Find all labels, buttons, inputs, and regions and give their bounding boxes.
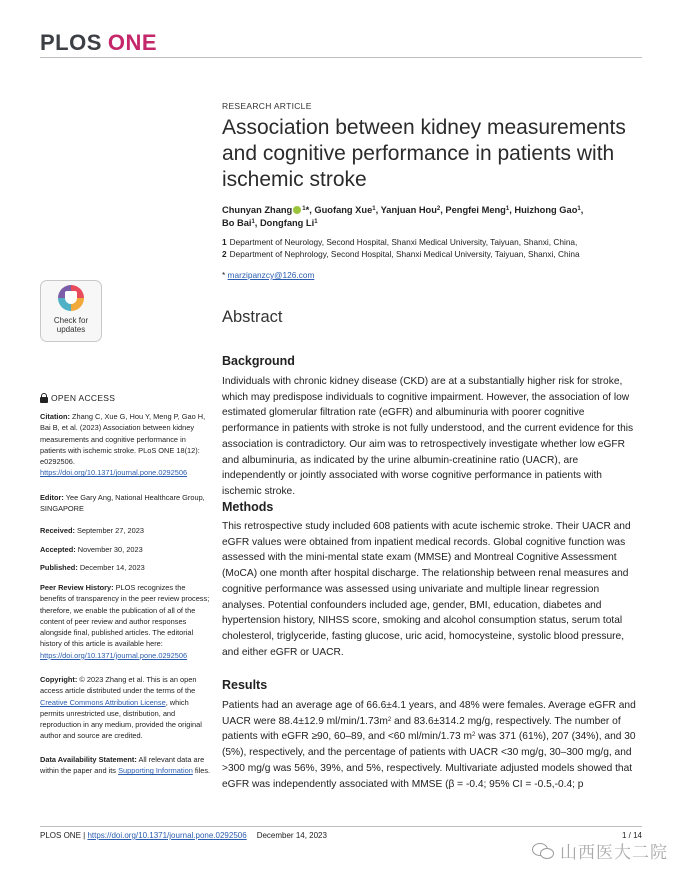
author-name[interactable]: Guofang Xue bbox=[314, 205, 373, 215]
footer-journal: PLOS ONE bbox=[40, 831, 81, 840]
page-footer: PLOS ONE | https://doi.org/10.1371/journal.pone.0292506 December 14, 2023 bbox=[40, 831, 327, 840]
author-affil: 1 bbox=[251, 219, 255, 225]
wechat-icon bbox=[532, 843, 554, 859]
footer-divider bbox=[40, 826, 642, 827]
author-name[interactable]: Huizhong Gao bbox=[514, 205, 578, 215]
correspondence-email-link[interactable]: marzipanzcy@126.com bbox=[227, 270, 315, 280]
published-date: Published: December 14, 2023 bbox=[40, 563, 145, 572]
license-link[interactable]: Creative Commons Attribution License bbox=[40, 697, 166, 707]
correspondence bbox=[222, 270, 314, 280]
abstract-heading: Abstract bbox=[222, 308, 283, 326]
affiliation-item: 1 Department of Neurology, Second Hospital, Shanxi Medical University, Taiyuan, Shanxi, China, bbox=[222, 237, 578, 247]
editor-block: Editor: Yee Gary Ang, National Healthcare Group, SINGAPORE bbox=[40, 493, 205, 514]
author-name[interactable]: Dongfang Li bbox=[259, 218, 315, 228]
accepted-date: Accepted: November 30, 2023 bbox=[40, 545, 143, 554]
footer-date: December 14, 2023 bbox=[256, 831, 327, 840]
author-name[interactable]: Pengfei Meng bbox=[445, 205, 506, 215]
corresponding-mark: * bbox=[222, 270, 226, 280]
author-name[interactable]: Yanjuan Hou bbox=[380, 205, 437, 215]
watermark bbox=[532, 838, 668, 863]
data-availability-block: Data Availability Statement: All relevant data are within the paper and its Supporting Information files. bbox=[40, 755, 211, 776]
citation-doi-link[interactable]: https://doi.org/10.1371/journal.pone.0292506 bbox=[40, 468, 188, 478]
check-for-updates-label: Check for updates bbox=[53, 316, 89, 334]
results-text: Patients had an average age of 66.6±4.1 years, and 48% were females. Average eGFR and UACR were 88.4±12.9 $ml/\min/1.73m^2$ and 83.6±314.2 mg/g, respectively. The number of patients with eGFR ≥90, 60–89, and <60 ml/min/1.73 $m^2$ was 371 (61%), 207 (34%), and 30 (5%), respectively, and the percentage of patients with UACR <30 mg/g, 30–300 mg/g, and >300 mg/g was 56%, 39%, and 5%, respectively. Multivariate adjusted models showed that eGFR was independently associated with MMSE (β = -0.4; 95% CI = -0.5,-0.4; p bbox=[222, 700, 636, 790]
peer-review-link[interactable]: https://doi.org/10.1371/journal.pone.0292506 bbox=[40, 650, 188, 660]
check-for-updates-button[interactable] bbox=[40, 280, 102, 342]
background-text: Individuals with chronic kidney disease (CKD) are at a substantially higher risk for stroke, which may predispose individuals to cognitive impairment. However, the association of low estimated glomerular filtration rate (eGFR) and albuminuria with poorer cognitive performance in patients with stroke is not fully understood, and the current evidence for this association is contradictory. Our aim was to retrospectively investigate whether low eGFR and albuminuria, as indicated by the urine albumin-creatinine ratio (UACR), are independently or jointly associated with worse cognitive performance in patients with ischemic stroke. bbox=[222, 376, 634, 497]
footer-doi-link[interactable]: https://doi.org/10.1371/journal.pone.0292506 bbox=[87, 831, 247, 840]
journal-logo[interactable] bbox=[40, 30, 157, 56]
received-date: Received: September 27, 2023 bbox=[40, 526, 144, 535]
open-lock-icon bbox=[40, 393, 48, 402]
results-heading: Results bbox=[222, 678, 268, 692]
author-list: Chunyan Zhang $^1$*, Guofang Xue$^1$, Yanjuan Hou$^2$, Pengfei Meng$^1$, Huizhong Gao$^1$, Bo Bai$^1$, Dongfang Li$^1$ bbox=[222, 205, 584, 228]
orcid-icon[interactable] bbox=[293, 206, 301, 214]
citation-block: Citation: Zhang C, Xue G, Hou Y, Meng P, Gao H, Bai B, et al. (2023) Association between kidney measurements and cognitive performance in patients with ischemic stroke. PLoS ONE 18(12): e0292506. https://doi.org/10.1371/journal.pone.0292506 bbox=[40, 412, 206, 478]
article-type-label: RESEARCH ARTICLE bbox=[222, 101, 312, 111]
affiliation-item: 2 Department of Nephrology, Second Hospital, Shanxi Medical University, Taiyuan, Shanxi, China bbox=[222, 248, 580, 259]
header-divider bbox=[40, 57, 642, 58]
crossmark-icon bbox=[58, 285, 84, 311]
page-number: 1 / 14 bbox=[621, 831, 642, 840]
author-affil: 1 bbox=[314, 219, 318, 225]
journal-logo-one: ONE bbox=[107, 30, 158, 55]
open-access-label: OPEN ACCESS bbox=[40, 393, 115, 403]
supporting-information-link[interactable]: Supporting Information bbox=[118, 766, 193, 776]
background-heading: Background bbox=[222, 354, 295, 368]
corresponding-mark: * bbox=[305, 205, 310, 215]
author-affil: 2 bbox=[436, 206, 441, 212]
affiliation-list bbox=[222, 237, 642, 260]
author-affil: 1 bbox=[302, 206, 306, 212]
copyright-block: Copyright: © 2023 Zhang et al. This is an open access article distributed under the terms of the Creative Commons Attribution License, which permits unrestricted use, distribution, and reproduction in any medium, provided the original author and source are credited. bbox=[40, 675, 202, 741]
watermark-text: 山西医大二院 bbox=[560, 843, 668, 863]
article-title: Association between kidney measurements and cognitive performance in patients with ischemic stroke bbox=[222, 116, 626, 191]
peer-review-block: Peer Review History: PLOS recognizes the benefits of transparency in the peer review process; therefore, we enable the publication of all of the content of peer review and author responses alongside final, published articles. The editorial history of this article is available here: https://doi.org/10.1371/journal.pone.0292506 bbox=[40, 583, 210, 660]
author-name[interactable]: Chunyan Zhang bbox=[222, 205, 293, 215]
author-name[interactable]: Bo Bai bbox=[222, 218, 252, 228]
author-affil: 1 bbox=[577, 206, 581, 212]
journal-logo-plos: PLOS bbox=[40, 30, 102, 55]
author-affil: 1 bbox=[505, 206, 510, 212]
methods-text: This retrospective study included 608 patients with acute ischemic stroke. Their UACR and eGFR values were obtained from inpatient medical records. Global cognitive function was assessed with the mini-mental state exam (MMSE) and Montreal Cognitive Assessment (MoCA) one month after hospital discharge. The relationship between renal measures and cognitive performance was assessed using univariate and multiple linear regression analyses. Potential confounders included age, gender, BMI, education, diabetes and hypertension history, NIHSS score, smoking and alcohol consumption status, serum total cholesterol, triglyceride, fasting glucose, uric acid, homocysteine, systolic blood pressure, and either eGFR or UACR. bbox=[222, 521, 631, 658]
methods-heading: Methods bbox=[222, 500, 274, 514]
author-affil: 1 bbox=[372, 206, 376, 212]
